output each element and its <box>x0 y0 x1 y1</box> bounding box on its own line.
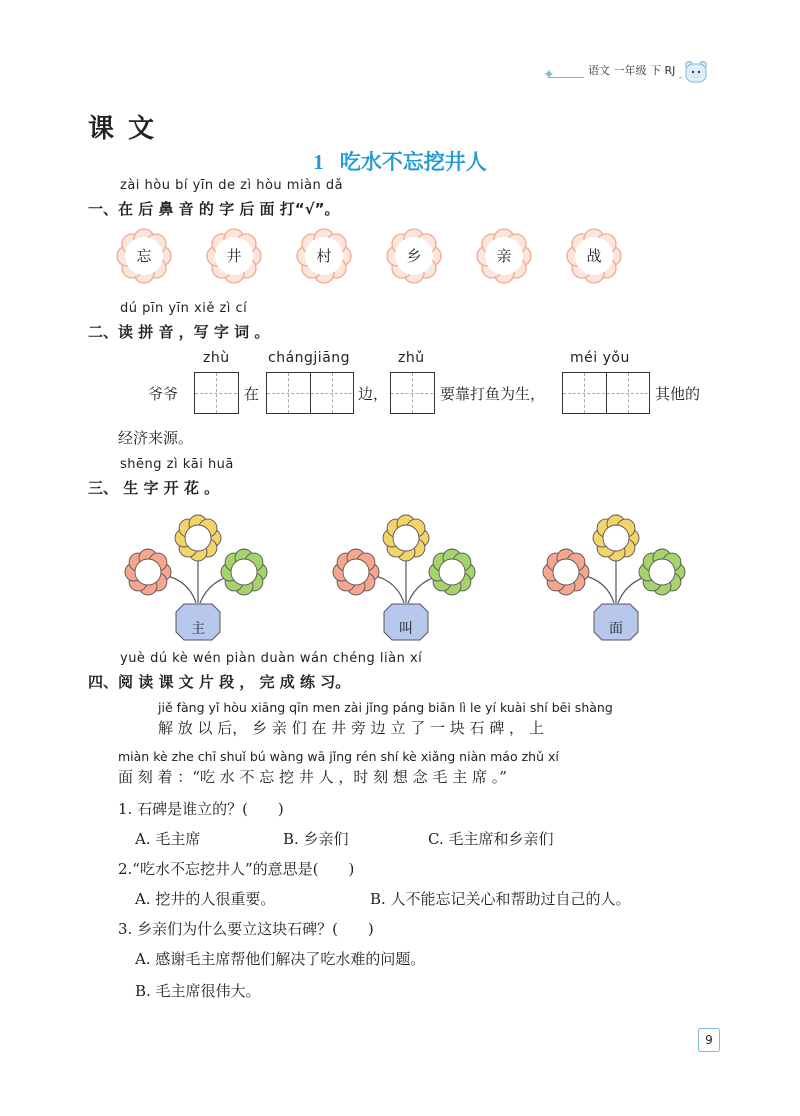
q1-heading: 一、在 后 鼻 音 的 字 后 面 打“√”。 <box>88 200 340 218</box>
q4-heading: 四、阅 读 课 文 片 段 ， 完 成 练 习。 <box>88 673 351 691</box>
sentence-part: 爷爷 <box>148 385 179 403</box>
section-title: 课文 <box>88 114 169 144</box>
header-subject: 语文 一年级 下 RJ <box>584 62 679 78</box>
pinyin-word: zhù <box>203 350 230 366</box>
question-2: 2.“吃水不忘挖井人”的意思是( ) <box>118 860 355 878</box>
writing-box[interactable] <box>266 372 354 414</box>
q4-pinyin: yuè dú kè wén piàn duàn wán chéng liàn xí <box>120 651 423 666</box>
q2-heading: 二、读 拼 音 ，写 字 词 。 <box>88 323 270 341</box>
flower-badge[interactable] <box>566 228 622 284</box>
option[interactable]: B. 人不能忘记关心和帮助过自己的人。 <box>370 890 631 908</box>
flower-char: 战 <box>586 247 602 265</box>
flower-badge[interactable] <box>386 228 442 284</box>
passage-pinyin-line: jiě fàng yǐ hòu xiāng qīn men zài jǐng páng biān lì le yí kuài shí bēi shàng <box>158 700 613 715</box>
passage-pinyin-line: miàn kè zhe chī shuǐ bú wàng wā jǐng rén shí kè xiǎng niàn máo zhǔ xí <box>118 749 559 764</box>
q1-pinyin: zài hòu bí yīn de zì hòu miàn dǎ <box>120 178 344 193</box>
flower-badge[interactable] <box>116 228 172 284</box>
q3-pinyin: shēng zì kāi huā <box>120 457 234 472</box>
flower-badge[interactable] <box>206 228 262 284</box>
sparkle-icon: ✦ <box>543 67 555 83</box>
sentence-part: 要靠打鱼为生， <box>440 385 546 403</box>
pinyin-word: méi yǒu <box>570 350 630 366</box>
vase-char: 叫 <box>399 621 413 637</box>
flower-char: 乡 <box>406 247 422 265</box>
passage-line: 面 刻 着 ：“吃 水 不 忘 挖 井 人 ，时 刻 想 念 毛 主 席 。” <box>118 768 507 786</box>
writing-box[interactable] <box>562 372 650 414</box>
sentence-part: 边， <box>358 385 389 403</box>
option[interactable]: B. 毛主席很伟大。 <box>135 982 261 1000</box>
flower-badge[interactable] <box>296 228 352 284</box>
flower-char: 忘 <box>136 247 152 265</box>
option[interactable]: B. 乡亲们 <box>283 830 349 848</box>
writing-box[interactable] <box>194 372 239 414</box>
flower-char: 亲 <box>496 247 512 265</box>
option[interactable]: A. 挖井的人很重要。 <box>135 890 276 908</box>
flower-badge[interactable] <box>476 228 532 284</box>
pinyin-word: zhǔ <box>398 350 425 366</box>
option[interactable]: A. 感谢毛主席帮他们解决了吃水难的问题。 <box>135 950 426 968</box>
lesson-title <box>0 146 800 176</box>
sentence-part: 其他的 <box>655 385 701 403</box>
bear-icon <box>684 60 708 84</box>
flower-char: 村 <box>316 247 332 265</box>
sentence-continuation: 经济来源。 <box>118 429 194 447</box>
lesson-title-text: 吃水不忘挖井人 <box>339 150 487 174</box>
option[interactable]: A. 毛主席 <box>135 830 201 848</box>
question-3: 3. 乡亲们为什么要立这块石碑？( ) <box>118 920 374 938</box>
sentence-part: 在 <box>244 385 260 403</box>
writing-box[interactable] <box>390 372 435 414</box>
vase-char: 面 <box>609 621 623 637</box>
q2-pinyin: dú pīn yīn xiě zì cí <box>120 301 248 316</box>
pinyin-word: chángjiāng <box>268 350 351 366</box>
passage-line: 解 放 以 后， 乡 亲 们 在 井 旁 边 立 了 一 块 石 碑 ， 上 <box>158 719 544 737</box>
option[interactable]: C. 毛主席和乡亲们 <box>428 830 554 848</box>
q3-heading: 三、 生 字 开 花 。 <box>88 479 220 497</box>
page-number: 9 <box>698 1028 720 1052</box>
lesson-number: 1 <box>313 150 324 174</box>
flower-char: 井 <box>226 247 242 265</box>
question-1: 1. 石碑是谁立的？( ) <box>118 800 284 818</box>
vase-char: 主 <box>191 621 205 637</box>
